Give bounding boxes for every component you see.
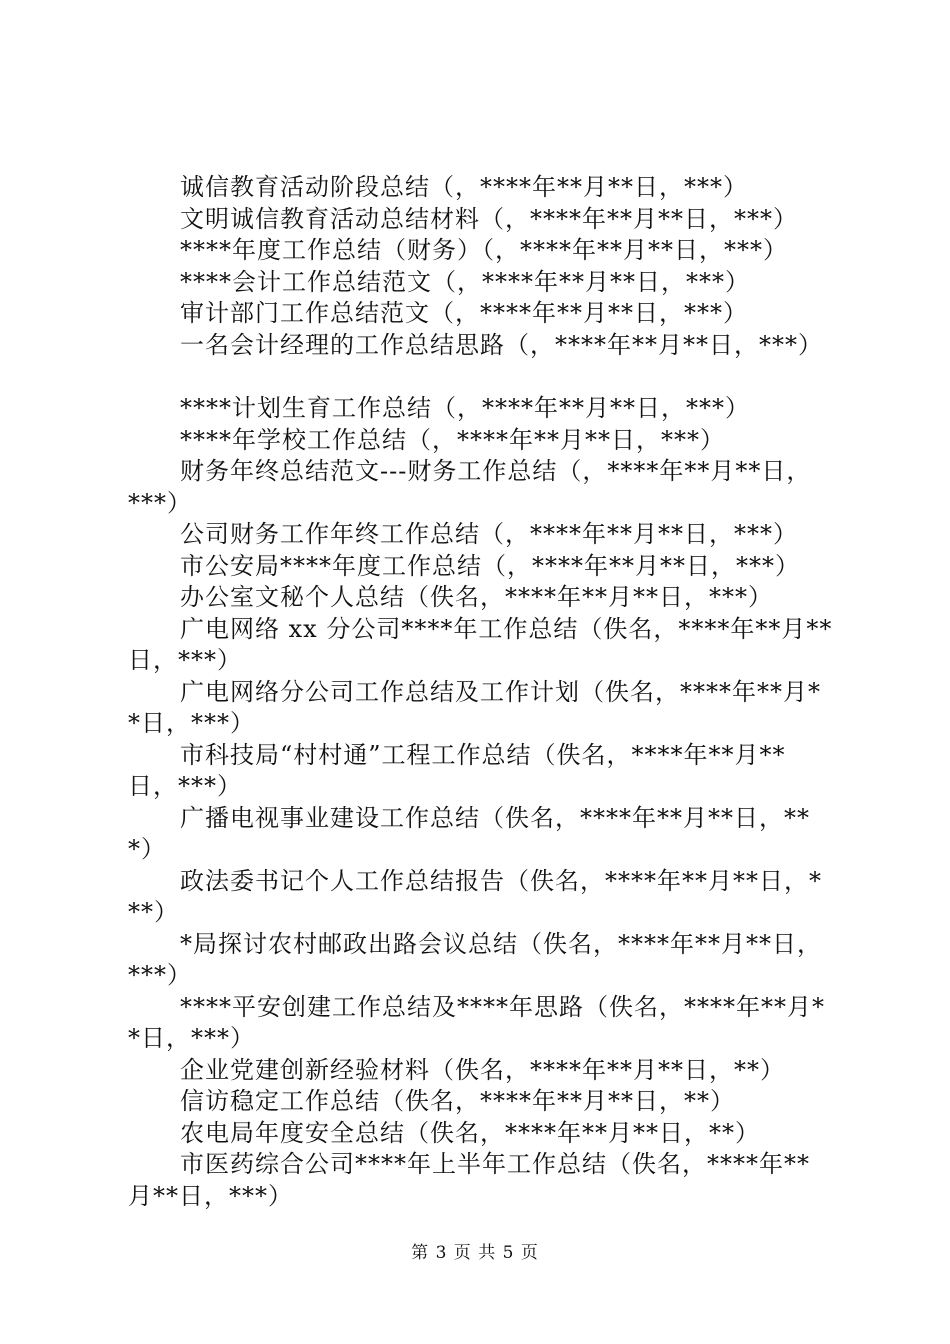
text-line-continuation: ***） [128, 488, 192, 517]
text-line: 审计部门工作总结范文（，****年**月**日，***） [180, 299, 748, 327]
text-line: 信访稳定工作总结（佚名，****年**月**日，**） [180, 1087, 735, 1115]
text-line: 文明诚信教育活动总结材料（，****年**月**日，***） [180, 204, 798, 233]
text-line: 广电网络 xx 分公司****年工作总结（佚名，****年**月** [180, 614, 833, 643]
text-line-continuation: 日，***） [128, 646, 242, 674]
text-line: 诚信教育活动阶段总结（，****年**月**日，***） [180, 173, 748, 201]
text-line: ****平安创建工作总结及****年思路（佚名，****年**月* [180, 992, 825, 1021]
text-line-continuation: *日，***） [128, 709, 255, 737]
text-line: 办公室文秘个人总结（佚名，****年**月**日，***） [180, 583, 773, 611]
text-line: 市医药综合公司****年上半年工作总结（佚名，****年** [180, 1150, 810, 1178]
text-line: 企业党建创新经验材料（佚名，****年**月**日，**） [180, 1055, 785, 1084]
text-line: 广电网络分公司工作总结及工作计划（佚名，****年**月* [180, 677, 821, 706]
text-line: ****计划生育工作总结（，****年**月**日，***） [180, 394, 750, 422]
page-footer [0, 1241, 950, 1265]
text-line-continuation: 月**日，***） [128, 1181, 293, 1210]
text-line: 市科技局“村村通”工程工作总结（佚名，****年**月** [180, 740, 786, 769]
text-line: 农电局年度安全总结（佚名，****年**月**日，**） [180, 1118, 760, 1147]
document-body [128, 172, 833, 1212]
text-line: 市公安局****年度工作总结（，****年**月**日，***） [180, 551, 800, 580]
text-line: 政法委书记个人工作总结报告（佚名，****年**月**日，* [180, 866, 822, 895]
text-line: 广播电视事业建设工作总结（佚名，****年**月**日，** [180, 803, 810, 832]
text-line-continuation: 日，***） [128, 772, 242, 800]
text-line: 公司财务工作年终工作总结（，****年**月**日，***） [180, 520, 798, 548]
text-line: *局探讨农村邮政出路会议总结（佚名，****年**月**日， [180, 929, 822, 958]
page-number: 第 3 页 共 5 页 [411, 1243, 539, 1263]
text-line-continuation: **） [128, 898, 179, 926]
text-line-continuation: *） [128, 835, 166, 863]
text-line: ****会计工作总结范文（，****年**月**日，***） [180, 267, 750, 296]
text-line: ****年学校工作总结（，****年**月**日，***） [180, 425, 725, 454]
text-line: ****年度工作总结（财务）（，****年**月**日，***） [180, 236, 788, 264]
text-line-continuation: *日，***） [128, 1024, 255, 1052]
text-line: 财务年终总结范文---财务工作总结（，****年**月**日， [180, 457, 812, 485]
text-line-continuation: ***） [128, 961, 192, 989]
text-line: 一名会计经理的工作总结思路（，****年**月**日，***） [180, 330, 823, 359]
paragraph-gap [128, 361, 828, 393]
